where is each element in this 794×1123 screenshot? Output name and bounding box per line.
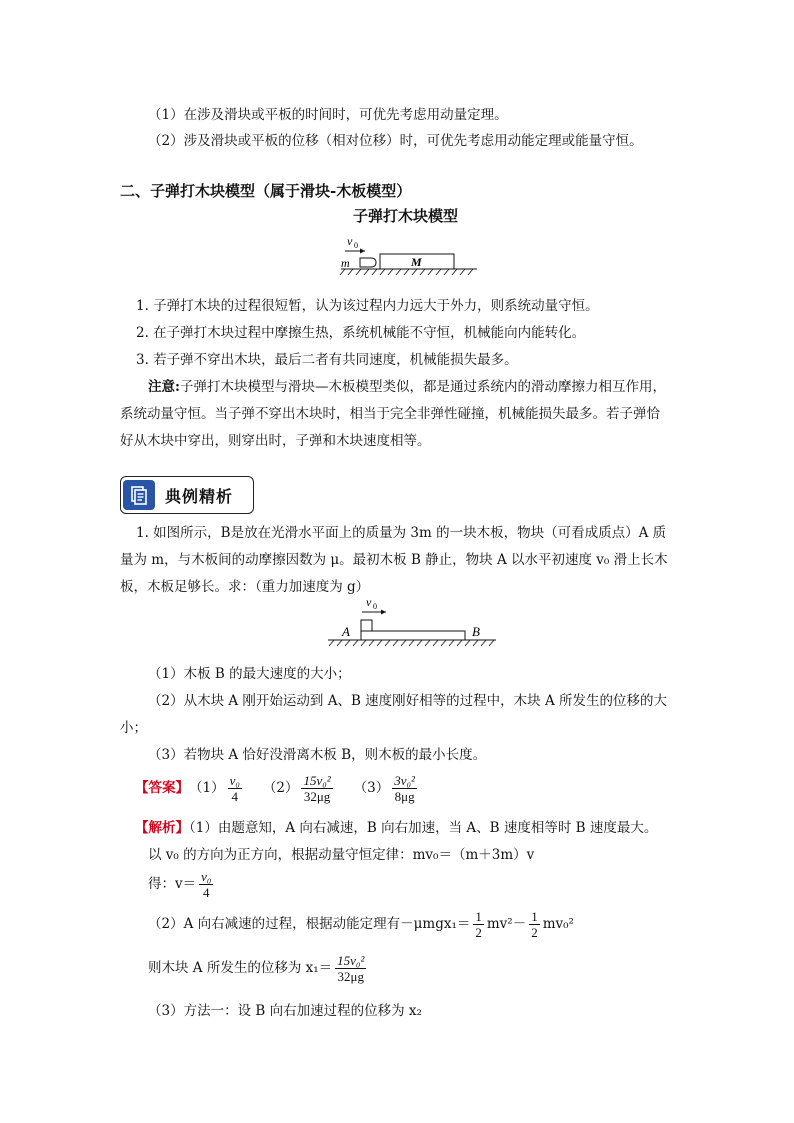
- answer-part-3: （3）: [353, 780, 390, 796]
- bullet-block-figure: [335, 230, 485, 282]
- banner-title: 典例精析: [165, 486, 234, 506]
- example-velocity-arrowhead: [381, 610, 386, 615]
- analysis-line-1: [135, 818, 657, 838]
- answer-line: [135, 768, 420, 808]
- analysis-line-6: （3）方法一：设 B 向右加速过程的位移为 x₂: [148, 1003, 422, 1019]
- analysis-3-fraction: $\frac{\text{v₀}}{4}$: [201, 868, 212, 900]
- question-2a: （2）从木块 A 刚开始运动到 A、B 速度刚好相等的过程中，木块 A 所发生的位移的大: [148, 693, 668, 709]
- question-2b: 小；: [120, 720, 147, 736]
- note-line-2: 系统动量守恒。当子弹不穿出木块时，相当于完全非弹性碰撞，机械能损失最多。若子弹恰: [120, 406, 660, 422]
- answer-fraction-3: $\frac{\text{3v₀²}}{8\mu g}$: [394, 772, 415, 804]
- analysis-label: 【解析】: [135, 820, 189, 836]
- analysis-line-5: [148, 950, 369, 986]
- answer-part-1: （1）: [189, 780, 225, 796]
- analysis-line-4: [148, 906, 574, 942]
- note-text-1: 子弹打木块模型与滑块—木板模型类似，都是通过系统内的滑动摩擦力相互作用，: [179, 379, 666, 395]
- point-3: 3. 若子弹不穿出木块，最后二者有共同速度，机械能损失最多。: [136, 352, 518, 368]
- example-line-1: 1. 如图所示，B是放在光滑水平面上的质量为 3m 的一块木板，物块（可看成质点）A 质: [136, 525, 667, 541]
- block-mass-label: M: [411, 255, 422, 269]
- block-a: [361, 620, 372, 631]
- note-line-1: [148, 377, 666, 397]
- analysis-3-prefix: 得：v＝: [148, 876, 197, 892]
- answer-fraction-2: $\frac{\text{15v₀²}}{32\mu g}$: [303, 772, 331, 804]
- note-label: 注意:: [148, 379, 180, 395]
- question-1: （1）木板 B 的最大速度的大小；: [148, 666, 351, 682]
- analysis-4-prefix: （2）A 向右减速的过程，根据动能定理有－μmgx₁＝: [148, 916, 471, 932]
- question-3: （3）若物块 A 恰好没滑离木板 B，则木板的最小长度。: [148, 747, 487, 763]
- answer-label: 【答案】: [135, 780, 189, 796]
- figure-velocity-label: v: [347, 234, 353, 248]
- board-b: [361, 631, 465, 640]
- document-icon: [123, 480, 155, 510]
- analysis-4-fraction-b: $\frac{1}{2}$: [531, 908, 538, 940]
- analysis-5-prefix: 则木块 A 所发生的位移为 x₁＝: [148, 960, 333, 976]
- example-ground-hatch: [329, 640, 494, 646]
- ground-hatch: [340, 269, 473, 275]
- analysis-text-1: （1）由题意知，A 向右减速，B 向右加速，当 A、B 速度相等时 B 速度最大。: [189, 820, 658, 836]
- example-line-3: 板，木板足够长。求：（重力加速度为 g）: [120, 579, 370, 595]
- example-velocity-label: v: [366, 595, 372, 609]
- analysis-4-fraction-a: $\frac{1}{2}$: [475, 908, 482, 940]
- point-1: 1. 子弹打木块的过程很短暂，认为该过程内力远大于外力，则系统动量守恒。: [136, 298, 599, 314]
- note-line-3: 好从木块中穿出，则穿出时，子弹和木块速度相等。: [120, 433, 431, 449]
- answer-part-2: （2）: [262, 780, 299, 796]
- intro-line-2: （2）涉及滑块或平板的位移（相对位移）时，可优先考虑用动能定理或能量守恒。: [148, 133, 643, 149]
- point-2: 2. 在子弹打木块过程中摩擦生热，系统机械能不守恒，机械能向内能转化。: [136, 325, 586, 341]
- bullet-mass-label: m: [341, 256, 350, 270]
- example-label-a: A: [342, 624, 350, 639]
- analysis-5-fraction: $\frac{\text{15v₀²}}{32\mu g}$: [337, 952, 365, 984]
- analysis-4-mid: mv²－: [486, 916, 527, 932]
- analysis-line-3: [148, 866, 216, 902]
- example-velocity-sub: 0: [373, 602, 377, 611]
- analysis-line-2: 以 v₀ 的方向为正方向，根据动量守恒定律：mv₀＝（m＋3m）v: [148, 847, 535, 863]
- figure-velocity-sub: 0: [354, 241, 358, 250]
- board-block-figure: [326, 594, 498, 652]
- velocity-arrowhead: [360, 249, 365, 254]
- example-label-b: B: [472, 624, 480, 639]
- figure-title: 子弹打木块模型: [353, 207, 459, 225]
- intro-line-1: （1）在涉及滑块或平板的时间时，可优先考虑用动量定理。: [148, 107, 508, 123]
- bullet-shape: [360, 258, 376, 267]
- answer-fraction-1: $\frac{\text{v₀}}{4}$: [229, 772, 240, 804]
- example-line-2: 量为 m，与木板间的动摩擦因数为 μ。最初木板 B 静止，物块 A 以水平初速度 v₀ 滑上长木: [120, 552, 668, 568]
- section-heading: 二、子弹打木块模型（属于滑块-木板模型）: [120, 182, 412, 200]
- analysis-4-end: mv₀²: [542, 916, 574, 932]
- example-banner: [120, 476, 254, 514]
